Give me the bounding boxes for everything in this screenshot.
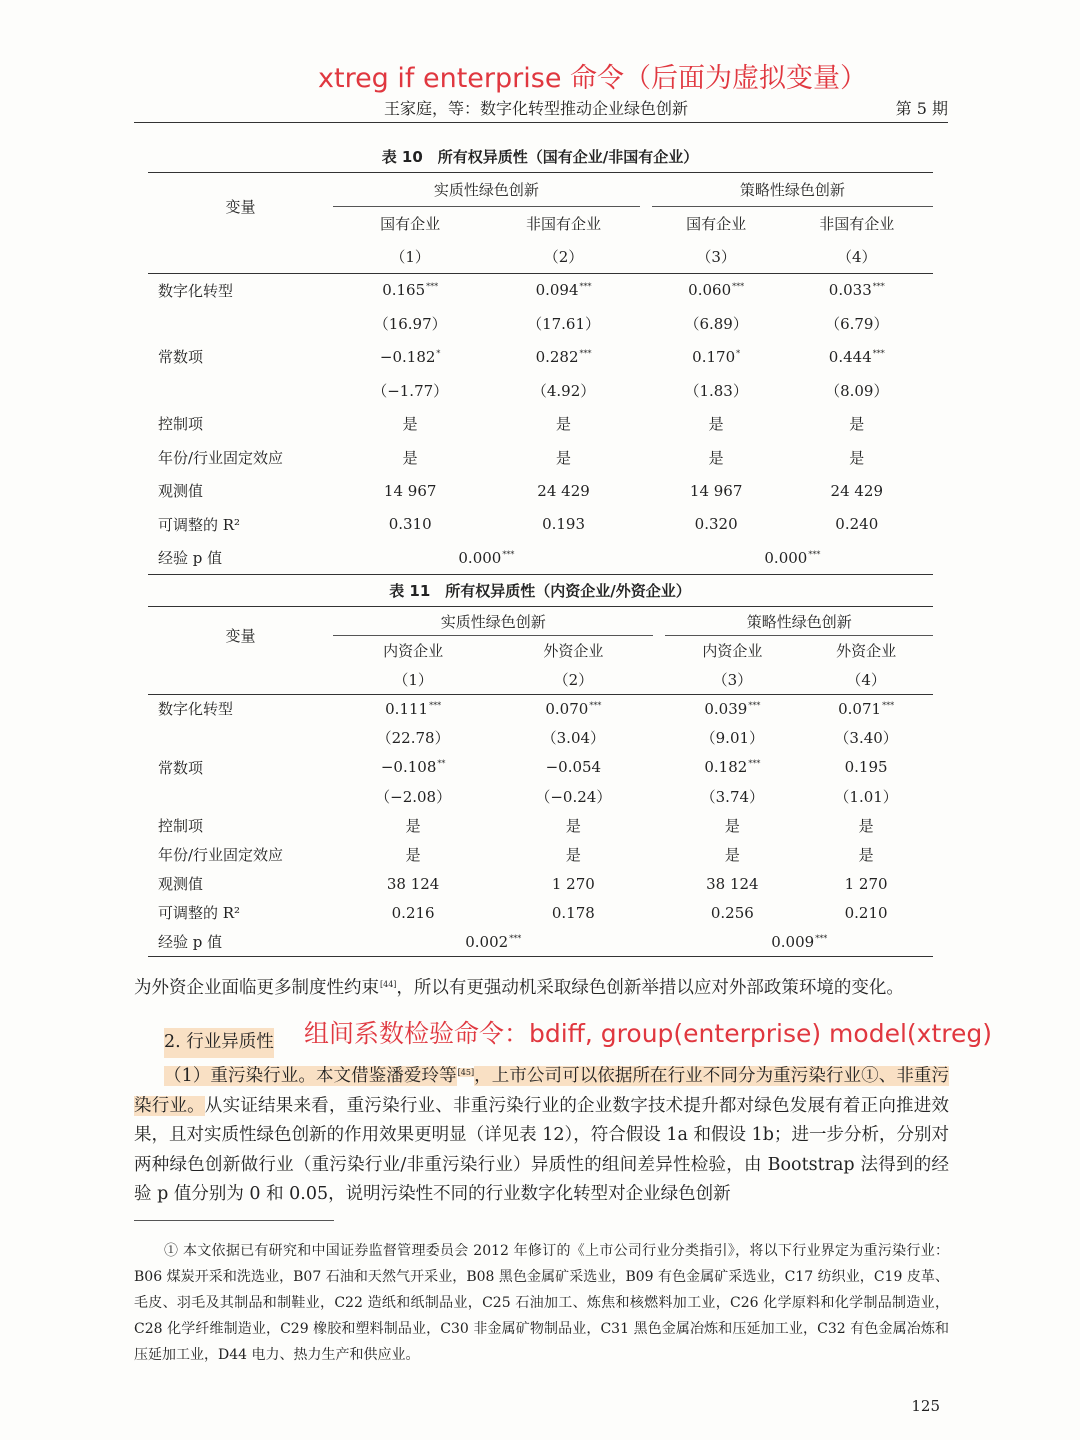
table-cell: 0.178 [551,903,595,922]
table11-var-header: 变量 [148,607,333,665]
row-label [148,782,333,811]
row-label: 观测值 [158,875,204,894]
table-row [148,407,933,441]
table-cell: 是 [565,816,581,835]
table-row [148,752,933,781]
table11-col2-number: （2） [493,665,653,694]
annotation-middle: 组间系数检验命令：bdiff, group(enterprise) model(xtreg) [304,1019,992,1048]
table10-col1-number: （1） [333,240,487,274]
highlight-2: ，上市公司可以依据所在行业不同分为重污染行业①、非重污染行业。 [134,1066,949,1116]
row-label [148,307,333,341]
table-row [148,508,933,542]
table-cell: （22.78） [376,729,450,748]
citation-44: [44] [380,980,397,989]
running-header-issue: 第 5 期 [895,99,948,118]
table-cell: 38 124 [706,874,759,893]
table11-col3-number: （3） [665,665,799,694]
table-cell: （8.09） [825,381,889,400]
table10-col4-number: （4） [781,240,933,274]
table-cell: 是 [556,448,572,467]
row-label: 可调整的 R² [158,904,241,923]
table-cell: （−1.77） [372,381,449,400]
table10-var-header: 变量 [148,173,333,240]
table-cell: （1.01） [834,787,898,806]
table-cell: （6.89） [684,314,748,333]
table-cell: （16.97） [373,314,447,333]
table-cell: 0.310 [388,515,432,534]
table-cell: 0.216 [391,903,435,922]
table10-col2-header: 非国有企业 [526,214,602,233]
table-cell: 0.282*** [535,347,592,366]
running-header-title: 王家庭，等：数字化转型推动企业绿色创新 [384,99,689,118]
table-cell: （3.04） [541,729,606,748]
table11-col2-header: 外资企业 [543,642,604,661]
table-cell: −0.182* [379,347,441,366]
table-row [148,782,933,811]
table-cell: 0.033*** [828,281,885,299]
row-label: 常数项 [158,758,204,777]
table-row [148,340,933,374]
table-cell: （6.79） [825,314,889,333]
table-row [148,374,933,408]
table10-col2-number: （2） [487,240,639,274]
table-cell: 0.060*** [688,281,745,299]
table10-col1-header: 国有企业 [380,214,441,233]
table10-group-strategic: 策略性绿色创新 [652,173,933,207]
annotation-top: xtreg if enterprise 命令（后面为虚拟变量） [318,63,868,94]
row-label: 常数项 [158,348,204,367]
table11-pvalue-label: 经验 p 值 [148,928,333,957]
table-row [148,694,933,723]
row-label: 可调整的 R² [158,515,241,534]
table-cell: 0.256 [710,903,754,922]
table-cell: （−2.08） [375,787,452,806]
table-row [148,811,933,840]
table-cell: 1 270 [844,874,888,893]
table-cell: 0.240 [835,515,879,534]
table-row [148,474,933,508]
table10-pvalue-substantive: 0.000*** [333,541,640,575]
table-cell: 是 [565,846,581,865]
table-cell: 是 [724,816,740,835]
table-cell: 0.210 [844,903,888,922]
table10-pvalue-strategic: 0.000*** [652,541,933,575]
table-cell: 0.070*** [545,699,602,718]
footnote: ① 本文依据已有研究和中国证券监督管理委员会 2012 年修订的《上市公司行业分类指引》，将以下行业界定为重污染行业：B06 煤炭开采和洗选业，B07 石油和天然气开采业，B08 黑色金属矿采选业，B09 有色金属矿采选业，C17 纺织业，C19 皮革、毛皮、羽毛及其制品和制鞋业，C22 造纸和纸制品业，C25 石油加工、炼焦和核燃料加工业，C26 化学原料和化学制品制造业，C28 化学纤维制造业，C29 橡胶和塑料制品业，C30 非金属矿物制品业，C31 黑色金属冶炼和压延加工业，C32 有色金属冶炼和压延加工业，D44 电力、热力生产和供应业。 [134,1243,949,1363]
table10-col4-header: 非国有企业 [819,214,895,233]
table10-col3-number: （3） [652,240,781,274]
table10-pvalue-label: 经验 p 值 [148,541,333,575]
table11-col1-header: 内资企业 [383,642,444,661]
table11 [148,606,933,957]
table-cell: 0.071*** [838,699,895,718]
table11-title: 表 11 所有权异质性（内资企业/外资企业） [389,582,691,600]
table-cell: 是 [405,846,421,865]
table-cell: 0.193 [542,515,586,534]
table-cell: 0.320 [694,515,738,534]
table-cell: −0.054 [545,758,602,777]
table11-pvalue-substantive: 0.002*** [333,928,653,957]
table-cell: −0.108** [380,758,446,777]
table-cell: 是 [858,816,874,835]
table-row [148,273,933,307]
table-row [148,307,933,341]
table-cell: （1.83） [684,381,748,400]
table-row [148,441,933,475]
table-cell: 0.444*** [828,347,885,366]
row-label: 数字化转型 [158,700,234,719]
table10 [148,172,933,575]
row-label: 年份/行业固定效应 [158,846,284,865]
table-cell: 14 967 [383,481,437,500]
table-cell: 是 [556,415,572,434]
table11-col4-number: （4） [799,665,933,694]
table-cell: （9.01） [700,729,765,748]
row-label: 年份/行业固定效应 [158,448,284,467]
table-cell: 24 429 [537,481,590,500]
table-cell: 0.165*** [382,281,439,299]
table-row [148,898,933,927]
table-cell: 是 [724,846,740,865]
table-cell: 0.170* [692,347,741,366]
section-heading-industry: 2. 行业异质性 [164,1028,274,1058]
table-cell: 14 967 [689,481,743,500]
highlight-1: （1）重污染行业。本文借鉴潘爱玲等 [164,1066,457,1086]
table-cell: 是 [858,846,874,865]
table10-title: 表 10 所有权异质性（国有企业/非国有企业） [381,148,699,166]
table-cell: （4.92） [531,381,596,400]
table10-group-substantive: 实质性绿色创新 [333,173,640,207]
table-cell: 是 [402,415,418,434]
table11-col4-header: 外资企业 [836,642,897,661]
table-cell: 24 429 [830,481,884,500]
table-cell: 0.039*** [704,699,761,718]
table11-group-substantive: 实质性绿色创新 [333,607,653,636]
table11-col3-header: 内资企业 [702,642,763,661]
row-label [148,723,333,752]
page-number: 125 [911,1397,940,1415]
table11-pvalue-strategic: 0.009*** [665,928,933,957]
table-cell: 38 124 [386,874,440,893]
paragraph-1: 为外资企业面临更多制度性约束[44]，所以有更强动机采取绿色创新举措以应对外部政策环境的变化。 [134,978,904,998]
paragraph-2: （1）重污染行业。本文借鉴潘爱玲等[45]，上市公司可以依据所在行业不同分为重污染行业①、非重污染行业。从实证结果来看，重污染行业、非重污染行业的企业数字技术提升都对绿色发展有着正向推进效果，且对实质性绿色创新的作用效果更明显（详见表 12），符合假设 1a 和假设 1b；进一步分析，分别对两种绿色创新做行业（重污染行业/非重污染行业）异质性的组间差异性检验，由 Bootstrap 法得到的经验 p 值分别为 0 和 0.05，说明污染性不同的行业数字化转型对企业绿色创新 [134,1066,949,1204]
table-row [148,723,933,752]
table-cell: 是 [849,448,865,467]
table11-col1-number: （1） [333,665,493,694]
table-cell: （3.40） [834,729,898,748]
table-cell: 0.094*** [535,281,592,299]
table-cell: （17.61） [527,314,601,333]
table-row [148,840,933,869]
table-row [148,869,933,898]
table10-col3-header: 国有企业 [686,214,747,233]
table11-group-strategic: 策略性绿色创新 [665,607,933,636]
table-cell: 0.182*** [704,758,761,777]
row-label: 控制项 [158,816,204,835]
table-cell: 是 [849,415,865,434]
table-cell: 是 [402,448,418,467]
table-cell: 0.195 [844,758,888,777]
row-label [148,374,333,408]
footnote-rule [134,1220,334,1221]
citation-45: [45] [457,1068,475,1077]
table-cell: 是 [708,448,724,467]
row-label: 控制项 [158,415,204,434]
table-cell: 1 270 [551,874,595,893]
table-cell: 是 [708,415,724,434]
table-cell: （3.74） [700,787,765,806]
table-cell: 是 [405,816,421,835]
running-header [134,96,948,123]
row-label: 观测值 [158,482,204,501]
row-label: 数字化转型 [158,281,234,300]
table-cell: 0.111*** [385,699,442,718]
table-cell: （−0.24） [535,787,612,806]
